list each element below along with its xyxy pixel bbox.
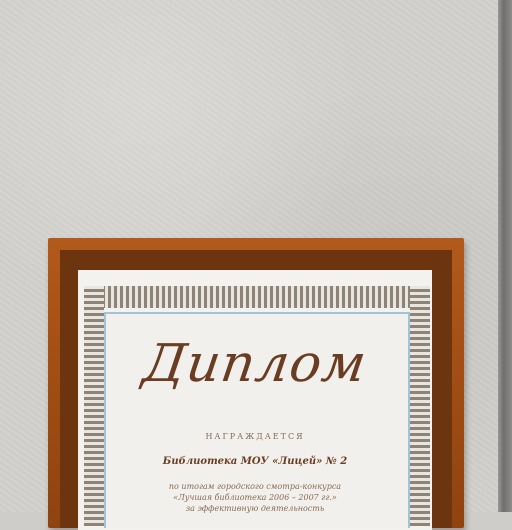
diploma-text-line-1: по итогам городского смотра-конкурса — [168, 482, 342, 491]
awarded-label: НАГРАЖДАЕТСЯ — [205, 432, 305, 441]
diploma-text-line-2: «Лучшая библиотека 2006 – 2007 гг.» — [173, 493, 337, 502]
ornament-border-left — [84, 286, 104, 526]
ornament-border-top — [84, 286, 430, 308]
diploma-title: Диплом — [139, 334, 371, 394]
ornament-border-right — [410, 286, 430, 526]
recipient-name: Библиотека МОУ «Лицей» № 2 — [162, 456, 348, 467]
diploma-text-line-3: за эффективную деятельность — [185, 504, 325, 513]
wall-edge — [498, 0, 512, 512]
